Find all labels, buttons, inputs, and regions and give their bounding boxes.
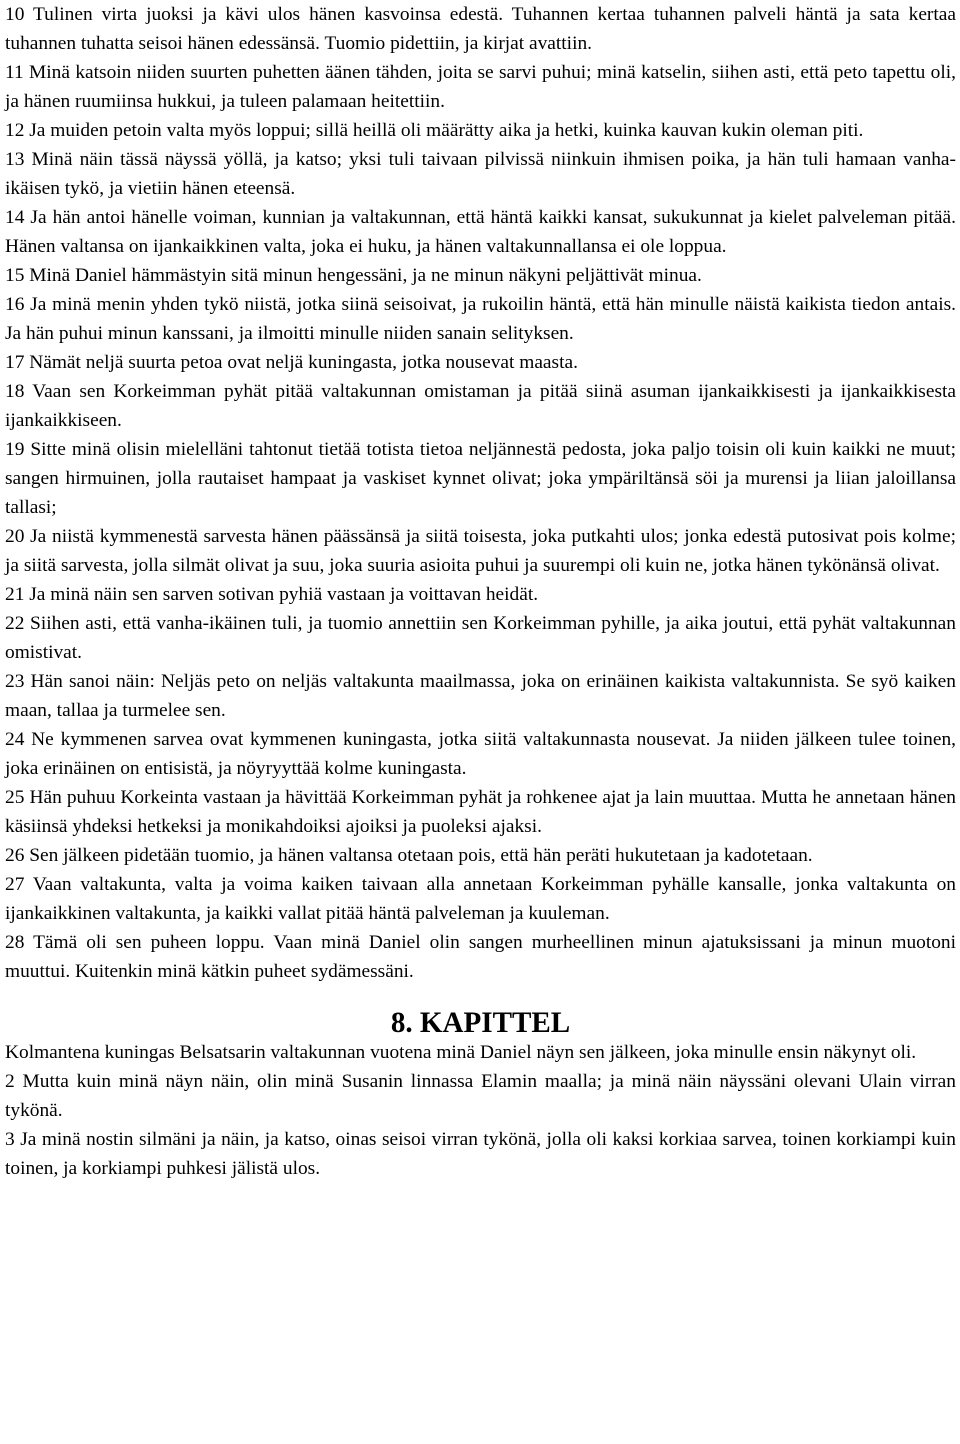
document-page [5, 0, 956, 1183]
verse-8-1: Kolmantena kuningas Belsatsarin valtakunnan vuotena minä Daniel näyn sen jälkeen, joka minulle ensin näkynyt oli. [5, 1042, 917, 1063]
verse-7-25: 25 Hän puhuu Korkeinta vastaan ja hävittää Korkeimman pyhät ja rohkenee ajat ja lain muuttaa. Mutta he annetaan hänen käsiinsä yhdeksi hetkeksi ja monikahdoiksi ajoiksi ja puoleksi ajaksi. [5, 787, 956, 837]
verse-7-19: 19 Sitte minä olisin mielelläni tahtonut tietää totista tietoa neljännestä pedosta, joka paljo toisin oli kuin kaikki ne muut; sangen hirmuinen, jolla rautaiset hampaat ja vaskiset kynnet olivat; joka ympäriltänsä söi ja murensi ja liian jaloillansa tallasi; [5, 439, 956, 518]
verse-7-21: 21 Ja minä näin sen sarven sotivan pyhiä vastaan ja voittavan heidät. [5, 584, 539, 605]
verse-7-23: 23 Hän sanoi näin: Neljäs peto on neljäs valtakunta maailmassa, joka on erinäinen kaikista valtakunnista. Se syö kaiken maan, tallaa ja turmelee sen. [5, 671, 956, 721]
verse-7-28: 28 Tämä oli sen puheen loppu. Vaan minä Daniel olin sangen murheellinen minun ajatuksissani ja minun muotoni muuttui. Kuitenkin minä kätkin puheet sydämessäni. [5, 932, 956, 982]
verse-7-13: 13 Minä näin tässä näyssä yöllä, ja katso; yksi tuli taivaan pilvissä niinkuin ihmisen poika, ja hän tuli hamaan vanha-ikäisen tykö, ja vietiin hänen eteensä. [5, 149, 956, 199]
verse-7-27: 27 Vaan valtakunta, valta ja voima kaiken taivaan alla annetaan Korkeimman pyhälle kansalle, jonka valtakunta on ijankaikkinen valtakunta, ja kaikki vallat pitää häntä palveleman ja kuuleman. [5, 874, 956, 924]
verse-7-17: 17 Nämät neljä suurta petoa ovat neljä kuningasta, jotka nousevat maasta. [5, 352, 578, 373]
verse-7-18: 18 Vaan sen Korkeimman pyhät pitää valtakunnan omistaman ja pitää siinä asuman ijankaikkisesti ja ijankaikkisesta ijankaikkiseen. [5, 381, 956, 431]
verse-7-22: 22 Siihen asti, että vanha-ikäinen tuli, ja tuomio annettiin sen Korkeimman pyhille, ja aika joutui, että pyhät valtakunnan omistivat. [5, 613, 956, 663]
verse-7-10: 10 Tulinen virta juoksi ja kävi ulos hänen kasvoinsa edestä. Tuhannen kertaa tuhannen palveli häntä ja sata kertaa tuhannen tuhatta seisoi hänen edessänsä. Tuomio pidettiin, ja kirjat avattiin. [5, 4, 956, 54]
verse-7-20: 20 Ja niistä kymmenestä sarvesta hänen päässänsä ja siitä toisesta, joka putkahti ulos; jonka edestä putosivat pois kolme; ja siitä sarvesta, jolla silmät olivat ja suu, joka suuria asioita puhui ja suurempi oli kuin ne, jotka hänen tykönänsä olivat. [5, 526, 956, 576]
verse-7-14: 14 Ja hän antoi hänelle voiman, kunnian ja valtakunnan, että häntä kaikki kansat, sukukunnat ja kielet palveleman pitää. Hänen valtansa on ijankaikkinen valta, joka ei huku, ja hänen valtakunnallansa ei ole loppua. [5, 207, 956, 257]
verse-7-11: 11 Minä katsoin niiden suurten puhetten äänen tähden, joita se sarvi puhui; minä katselin, siihen asti, että peto tapettu oli, ja hänen ruumiinsa hukkui, ja tuleen palamaan heitettiin. [5, 62, 956, 112]
verse-7-12: 12 Ja muiden petoin valta myös loppui; sillä heillä oli määrätty aika ja hetki, kuinka kauvan kukin oleman piti. [5, 120, 864, 141]
verse-7-24: 24 Ne kymmenen sarvea ovat kymmenen kuningasta, jotka siitä valtakunnasta nousevat. Ja niiden jälkeen tulee toinen, joka erinäinen on entisistä, ja nöyryyttää kolme kuningasta. [5, 729, 956, 779]
verse-8-3: 3 Ja minä nostin silmäni ja näin, ja katso, oinas seisoi virran tykönä, jolla oli kaksi korkiaa sarvea, toinen korkiampi kuin toinen, ja korkiampi puhkesi jälistä ulos. [5, 1129, 956, 1179]
verse-7-15: 15 Minä Daniel hämmästyin sitä minun hengessäni, ja ne minun näkyni peljättivät minua. [5, 265, 702, 286]
verse-7-16: 16 Ja minä menin yhden tykö niistä, jotka siinä seisoivat, ja rukoilin häntä, että hän minulle näistä kaikista tiedon antais. Ja hän puhui minun kanssani, ja ilmoitti minulle niiden sanain selityksen. [5, 294, 956, 344]
chapter-heading: 8. KAPITTEL [390, 1007, 571, 1039]
verse-8-2: 2 Mutta kuin minä näyn näin, olin minä Susanin linnassa Elamin maalla; ja minä näin näyssäni olevani Ulain virran tykönä. [5, 1071, 956, 1121]
verse-7-26: 26 Sen jälkeen pidetään tuomio, ja hänen valtansa otetaan pois, että hän peräti hukutetaan ja kadotetaan. [5, 845, 813, 866]
